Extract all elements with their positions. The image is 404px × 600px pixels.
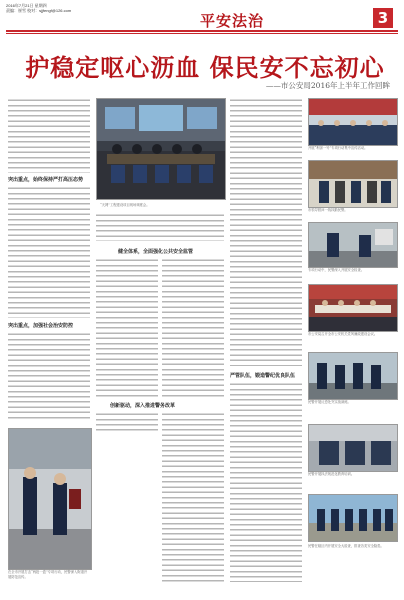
caption-3: 市领导慰问一线执勤民警。 — [308, 208, 348, 212]
subtitle-5: 严管队伍，锻造警纪优良队伍 — [230, 373, 296, 379]
command-center-image — [97, 99, 225, 199]
photo-training — [308, 424, 398, 472]
caption-2: 开展“利剑一号”专项行动集中宣传活动。 — [308, 146, 368, 150]
section-title: 平安法治 — [200, 12, 265, 30]
meeting-image — [309, 285, 397, 331]
photo-street-patrol — [8, 428, 92, 570]
caption-9: 民警在辖区内开展安全大检查，排查各类安全隐患。 — [308, 544, 384, 548]
caption-7: 在全市开展打击“两抢一盗”专项行动，民警深入街道开展防范宣传。 — [8, 570, 88, 579]
body-column-2b — [96, 258, 158, 398]
drill-image — [309, 353, 397, 399]
body-column-3a — [230, 98, 302, 366]
rally-image — [309, 99, 397, 145]
caption-1: “天网”工程建设项目现场调度会。 — [100, 203, 150, 207]
subtitle-2: 突出重点，加强社会治安防控 — [8, 323, 74, 329]
date-line: 2016年7月21日 星期四 — [6, 3, 47, 8]
caption-6: 民警开展反恐处突实战演练。 — [308, 400, 351, 404]
photo-command-center — [96, 98, 226, 200]
photo-rally — [308, 98, 398, 146]
body-column-2c — [162, 258, 224, 398]
subtitle-1: 突出重点，始终保持严打高压态势 — [8, 177, 84, 183]
body-column-2d — [96, 412, 158, 434]
safety-check-image — [309, 495, 397, 541]
body-column-2a — [96, 213, 224, 241]
caption-4: 专项行动中，民警深入开展安全检查。 — [308, 268, 365, 272]
body-column-1c — [8, 332, 90, 422]
subtitle-3: 健全体系，全面强化公共安全监管 — [118, 249, 194, 255]
page-number: 3 — [373, 8, 393, 28]
editor-line: 责编：崔雪 校对：sjjfengf@126.com — [6, 8, 72, 13]
caption-5: 市公安局召开全市公安机关党风廉政建设会议。 — [308, 332, 378, 336]
body-column-2e — [162, 412, 224, 582]
subheadline: ——市公安局2016年上半年工作回眸 — [265, 81, 390, 90]
street-patrol-image — [9, 429, 91, 569]
subtitle-4: 创新驱动，深入推进警务改革 — [110, 403, 176, 409]
photo-inspection — [308, 222, 398, 268]
header-rule-thin — [6, 33, 398, 34]
header-rule — [6, 30, 398, 32]
body-column-1b — [8, 186, 90, 318]
inspection-image — [309, 223, 397, 267]
photo-meeting — [308, 284, 398, 332]
visit-image — [309, 161, 397, 207]
headline: 护稳定呕心沥血 保民安不忘初心 — [25, 53, 385, 82]
body-column-1a — [8, 98, 90, 173]
photo-safety-check — [308, 494, 398, 542]
masthead-info — [6, 3, 186, 13]
photo-visit — [308, 160, 398, 208]
training-image — [309, 425, 397, 471]
photo-drill — [308, 352, 398, 400]
body-column-3b — [230, 382, 302, 582]
caption-8: 民警开展执法规范化教育培训。 — [308, 472, 355, 476]
